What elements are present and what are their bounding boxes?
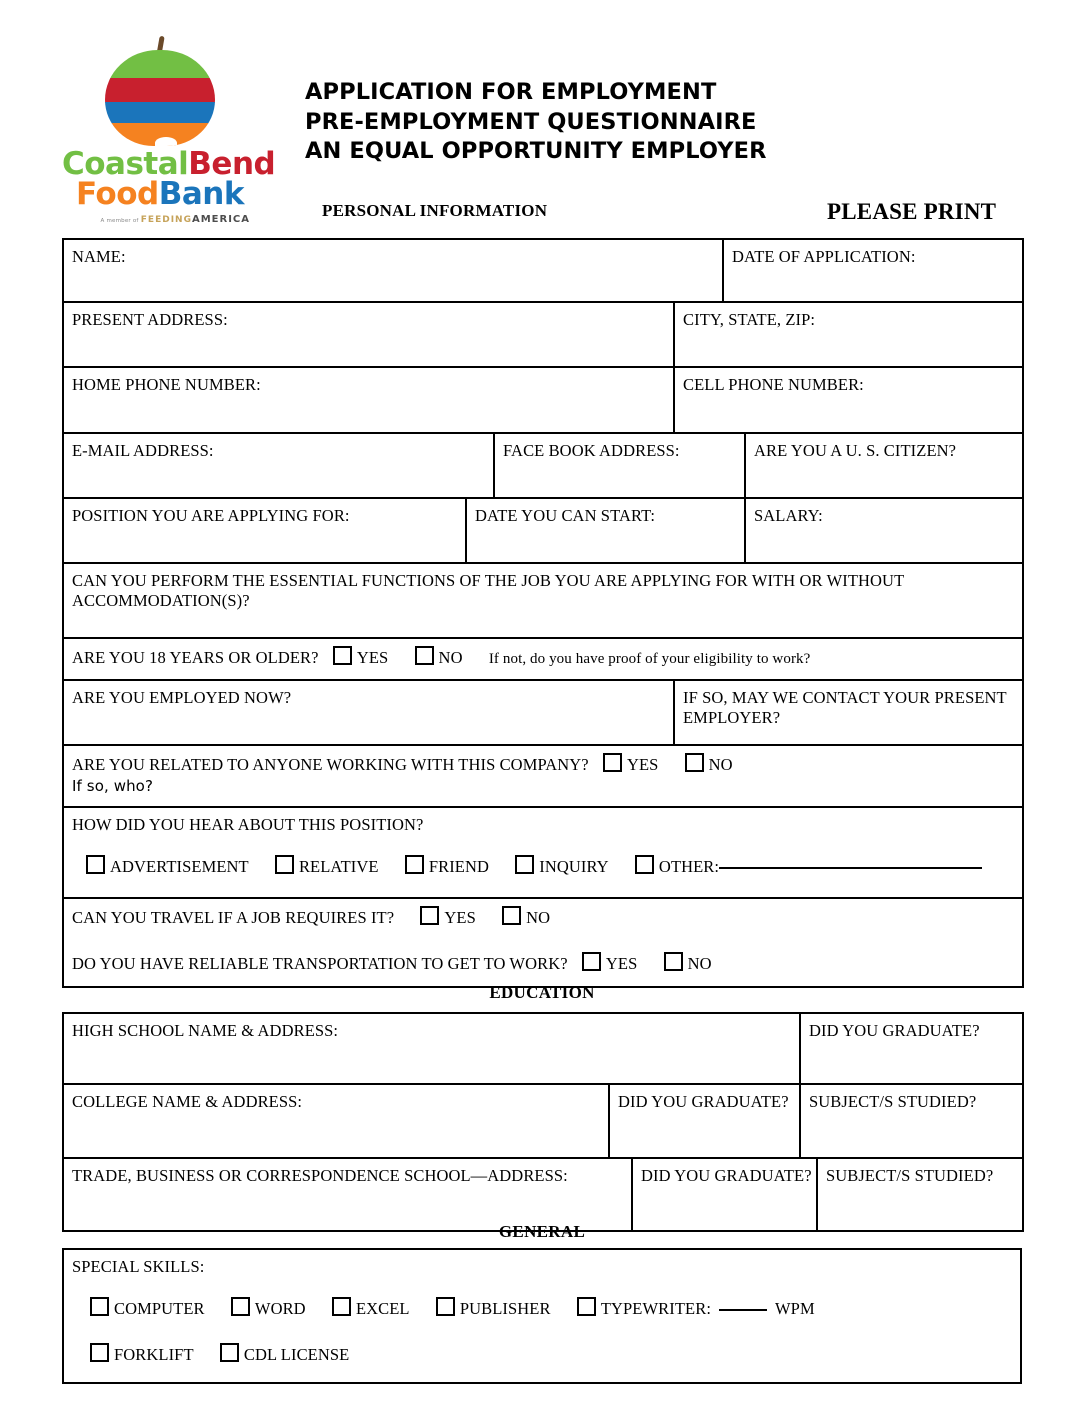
general-section-heading: GENERAL (498, 1222, 586, 1241)
skill-excel[interactable] (332, 1297, 410, 1319)
hear-option-advertisement-label: ADVERTISEMENT (110, 857, 249, 877)
table-row-position (63, 498, 1023, 563)
field-trade-subjects[interactable] (817, 1158, 1023, 1231)
field-trade-school-label: TRADE, BUSINESS OR CORRESPONDENCE SCHOOL—ADDRESS: (72, 1166, 568, 1185)
page-header (0, 0, 1088, 232)
field-salary-label: SALARY: (754, 506, 823, 525)
logo-word-bank: Bank (158, 175, 244, 212)
field-high-school[interactable] (63, 1013, 800, 1084)
title-line-1: APPLICATION FOR EMPLOYMENT (305, 79, 717, 105)
field-college-subjects[interactable] (800, 1084, 1023, 1158)
related-yes-option[interactable] (603, 753, 658, 775)
field-related-who-label: If so, who? (72, 777, 154, 796)
field-college-subjects-label: SUBJECT/S STUDIED? (809, 1092, 977, 1111)
field-present-address[interactable] (63, 302, 674, 367)
apple-band-green (105, 50, 215, 80)
field-trade-graduate-label: DID YOU GRADUATE? (641, 1166, 812, 1185)
feeding-america-badge (62, 215, 258, 225)
table-row-travel-transport (63, 898, 1023, 987)
field-travel-and-transportation[interactable] (63, 898, 1023, 987)
feeding-america-member-text: A member of (100, 217, 139, 224)
related-no-option[interactable] (685, 753, 733, 775)
hear-option-friend-label: FRIEND (428, 857, 489, 877)
travel-no-option[interactable] (502, 906, 550, 928)
checkbox-typewriter[interactable] (577, 1297, 596, 1316)
hear-option-inquiry-label: INQUIRY (539, 857, 609, 877)
field-age-label: ARE YOU 18 YEARS OR OLDER? (72, 648, 319, 667)
table-row-employed (63, 680, 1023, 745)
age-no-option[interactable] (415, 646, 463, 668)
field-date-of-application-label: DATE OF APPLICATION: (732, 247, 916, 266)
skill-typewriter-label: TYPEWRITER: (600, 1299, 711, 1319)
field-college[interactable] (63, 1084, 609, 1158)
skill-cdl-license[interactable] (220, 1343, 349, 1365)
field-cell-phone-label: CELL PHONE NUMBER: (683, 375, 864, 394)
checkbox-computer[interactable] (90, 1297, 109, 1316)
age-yes-option[interactable] (333, 646, 388, 668)
eligibility-note: If not, do you have proof of your eligibility to work? (488, 651, 811, 667)
skill-computer[interactable] (90, 1297, 205, 1319)
related-yes-label: YES (626, 755, 659, 774)
checkbox-age-yes[interactable] (333, 646, 352, 665)
transport-no-option[interactable] (664, 952, 712, 974)
field-age-18-or-older[interactable] (63, 638, 1023, 680)
hear-option-relative[interactable] (275, 855, 379, 877)
logo-word-coastal: Coastal (62, 146, 189, 182)
field-hear-about-position[interactable] (63, 807, 1023, 898)
field-essential-functions[interactable] (63, 563, 1023, 638)
travel-yes-label: YES (444, 908, 476, 927)
table-row-hear-about (63, 807, 1023, 898)
field-city-state-zip[interactable] (674, 302, 1023, 367)
wpm-input[interactable] (719, 1309, 767, 1311)
table-row-name (63, 239, 1023, 302)
skill-forklift[interactable] (90, 1343, 194, 1365)
please-print-notice: PLEASE PRINT (827, 199, 997, 224)
logo-wordmark (62, 146, 276, 212)
other-text-input[interactable] (719, 867, 982, 869)
education-section-heading: EDUCATION (489, 983, 595, 1002)
title-line-2: PRE-EMPLOYMENT QUESTIONNAIRE (305, 108, 757, 135)
education-table (62, 1012, 1024, 1232)
apple-band-red (105, 78, 215, 103)
table-row-high-school (63, 1013, 1023, 1084)
logo-word-bend: Bend (188, 146, 276, 182)
field-us-citizen-label: ARE YOU A U. S. CITIZEN? (754, 441, 957, 460)
page-title (305, 78, 767, 167)
field-hear-about-label: HOW DID YOU HEAR ABOUT THIS POSITION? (72, 815, 424, 834)
checkbox-word[interactable] (231, 1297, 250, 1316)
wpm-label: WPM (775, 1299, 815, 1319)
field-college-label: COLLEGE NAME & ADDRESS: (72, 1092, 303, 1111)
field-trade-school[interactable] (63, 1158, 632, 1231)
table-row-special-skills (63, 1249, 1021, 1383)
field-travel-label: CAN YOU TRAVEL IF A JOB REQUIRES IT? (72, 908, 395, 927)
field-home-phone[interactable] (63, 367, 674, 433)
hear-option-other[interactable] (635, 855, 982, 877)
field-us-citizen[interactable] (745, 433, 1023, 498)
skills-row-2 (90, 1343, 1020, 1365)
apple-body (105, 50, 215, 146)
checkbox-relative[interactable] (275, 855, 294, 874)
table-row-trade-school (63, 1158, 1023, 1231)
related-no-label: NO (708, 755, 733, 774)
apple-logo-icon (95, 34, 225, 146)
skill-publisher[interactable] (436, 1297, 551, 1319)
checkbox-transport-yes[interactable] (582, 952, 601, 971)
checkbox-excel[interactable] (332, 1297, 351, 1316)
hear-option-inquiry[interactable] (515, 855, 608, 877)
field-home-phone-label: HOME PHONE NUMBER: (72, 375, 261, 394)
field-employed-now[interactable] (63, 680, 674, 745)
table-row-email (63, 433, 1023, 498)
field-position[interactable] (63, 498, 466, 563)
title-line-3: AN EQUAL OPPORTUNITY EMPLOYER (305, 138, 767, 165)
field-college-graduate[interactable] (609, 1084, 800, 1158)
field-present-address-label: PRESENT ADDRESS: (72, 310, 228, 329)
field-high-school-graduate[interactable] (800, 1013, 1023, 1084)
travel-no-label: NO (526, 908, 551, 927)
skill-word[interactable] (231, 1297, 306, 1319)
field-employed-now-label: ARE YOU EMPLOYED NOW? (72, 688, 292, 707)
transport-yes-option[interactable] (582, 952, 637, 974)
skills-row-1 (90, 1297, 1020, 1319)
field-email[interactable] (63, 433, 494, 498)
field-date-can-start[interactable] (466, 498, 745, 563)
general-table (62, 1248, 1022, 1384)
field-trade-subjects-label: SUBJECT/S STUDIED? (826, 1166, 994, 1185)
travel-question-row (72, 906, 1022, 928)
logo-word-food: Food (76, 175, 159, 212)
field-cell-phone[interactable] (674, 367, 1023, 433)
field-salary[interactable] (745, 498, 1023, 563)
table-row-related (63, 745, 1023, 807)
field-related-to-employee[interactable] (63, 745, 1023, 807)
table-row-phones (63, 367, 1023, 433)
checkbox-forklift[interactable] (90, 1343, 109, 1362)
skill-typewriter[interactable] (577, 1297, 815, 1319)
skill-excel-label: EXCEL (355, 1299, 410, 1319)
field-date-can-start-label: DATE YOU CAN START: (475, 506, 656, 525)
table-row-college (63, 1084, 1023, 1158)
checkbox-related-yes[interactable] (603, 753, 622, 772)
field-contact-employer-label: IF SO, MAY WE CONTACT YOUR PRESENT EMPLOYER? (683, 688, 1007, 728)
field-date-of-application[interactable] (723, 239, 1023, 302)
field-name-label: NAME: (72, 247, 126, 266)
field-trade-graduate[interactable] (632, 1158, 817, 1231)
age-yes-label: YES (356, 648, 389, 667)
table-row-essential-functions (63, 563, 1023, 638)
checkbox-age-no[interactable] (415, 646, 434, 665)
checkbox-cdl-license[interactable] (220, 1343, 239, 1362)
field-essential-functions-label: CAN YOU PERFORM THE ESSENTIAL FUNCTIONS OF THE JOB YOU ARE APPLYING FOR WITH OR WITHOUT ACCOMMODATION(S)? (72, 571, 904, 611)
table-row-age (63, 638, 1023, 680)
checkbox-related-no[interactable] (685, 753, 704, 772)
checkbox-advertisement[interactable] (86, 855, 105, 874)
field-high-school-label: HIGH SCHOOL NAME & ADDRESS: (72, 1021, 339, 1040)
skill-computer-label: COMPUTER (114, 1299, 205, 1319)
special-skills-label: SPECIAL SKILLS: (72, 1257, 205, 1276)
field-position-label: POSITION YOU ARE APPLYING FOR: (72, 506, 350, 525)
feeding-america-feeding-text: FEEDING (140, 214, 192, 225)
table-row-address (63, 302, 1023, 367)
hear-option-relative-label: RELATIVE (298, 857, 379, 877)
checkbox-transport-no[interactable] (664, 952, 683, 971)
hear-about-options (86, 855, 1022, 877)
field-high-school-graduate-label: DID YOU GRADUATE? (809, 1021, 980, 1040)
checkbox-travel-no[interactable] (502, 906, 521, 925)
skill-publisher-label: PUBLISHER (459, 1299, 551, 1319)
checkbox-inquiry[interactable] (515, 855, 534, 874)
apple-band-blue (105, 102, 215, 124)
age-no-label: NO (438, 648, 463, 667)
field-transport-label: DO YOU HAVE RELIABLE TRANSPORTATION TO GET TO WORK? (72, 954, 568, 974)
checkbox-travel-yes[interactable] (420, 906, 439, 925)
field-special-skills[interactable] (63, 1249, 1021, 1383)
hear-option-friend[interactable] (405, 855, 489, 877)
organization-logo (62, 34, 276, 225)
field-name[interactable] (63, 239, 723, 302)
field-related-label: ARE YOU RELATED TO ANYONE WORKING WITH THIS COMPANY? (72, 755, 589, 774)
field-facebook[interactable] (494, 433, 745, 498)
field-college-graduate-label: DID YOU GRADUATE? (618, 1092, 789, 1111)
checkbox-other[interactable] (635, 855, 654, 874)
checkbox-friend[interactable] (405, 855, 424, 874)
field-city-state-zip-label: CITY, STATE, ZIP: (683, 310, 816, 329)
apple-notch (155, 137, 177, 146)
transport-yes-label: YES (605, 954, 638, 974)
hear-option-advertisement[interactable] (86, 855, 249, 877)
transport-no-label: NO (687, 954, 712, 974)
skill-cdl-license-label: CDL LICENSE (243, 1345, 350, 1365)
personal-information-table (62, 238, 1024, 988)
transport-question-row (72, 952, 1022, 974)
feeding-america-america-text: AMERICA (191, 213, 250, 225)
skill-word-label: WORD (254, 1299, 306, 1319)
field-contact-employer[interactable] (674, 680, 1023, 745)
travel-yes-option[interactable] (420, 906, 475, 928)
checkbox-publisher[interactable] (436, 1297, 455, 1316)
skill-forklift-label: FORKLIFT (114, 1345, 194, 1365)
hear-option-other-label: OTHER: (658, 857, 720, 877)
field-facebook-label: FACE BOOK ADDRESS: (503, 441, 680, 460)
personal-information-heading: PERSONAL INFORMATION (322, 201, 548, 220)
field-email-label: E-MAIL ADDRESS: (72, 441, 214, 460)
